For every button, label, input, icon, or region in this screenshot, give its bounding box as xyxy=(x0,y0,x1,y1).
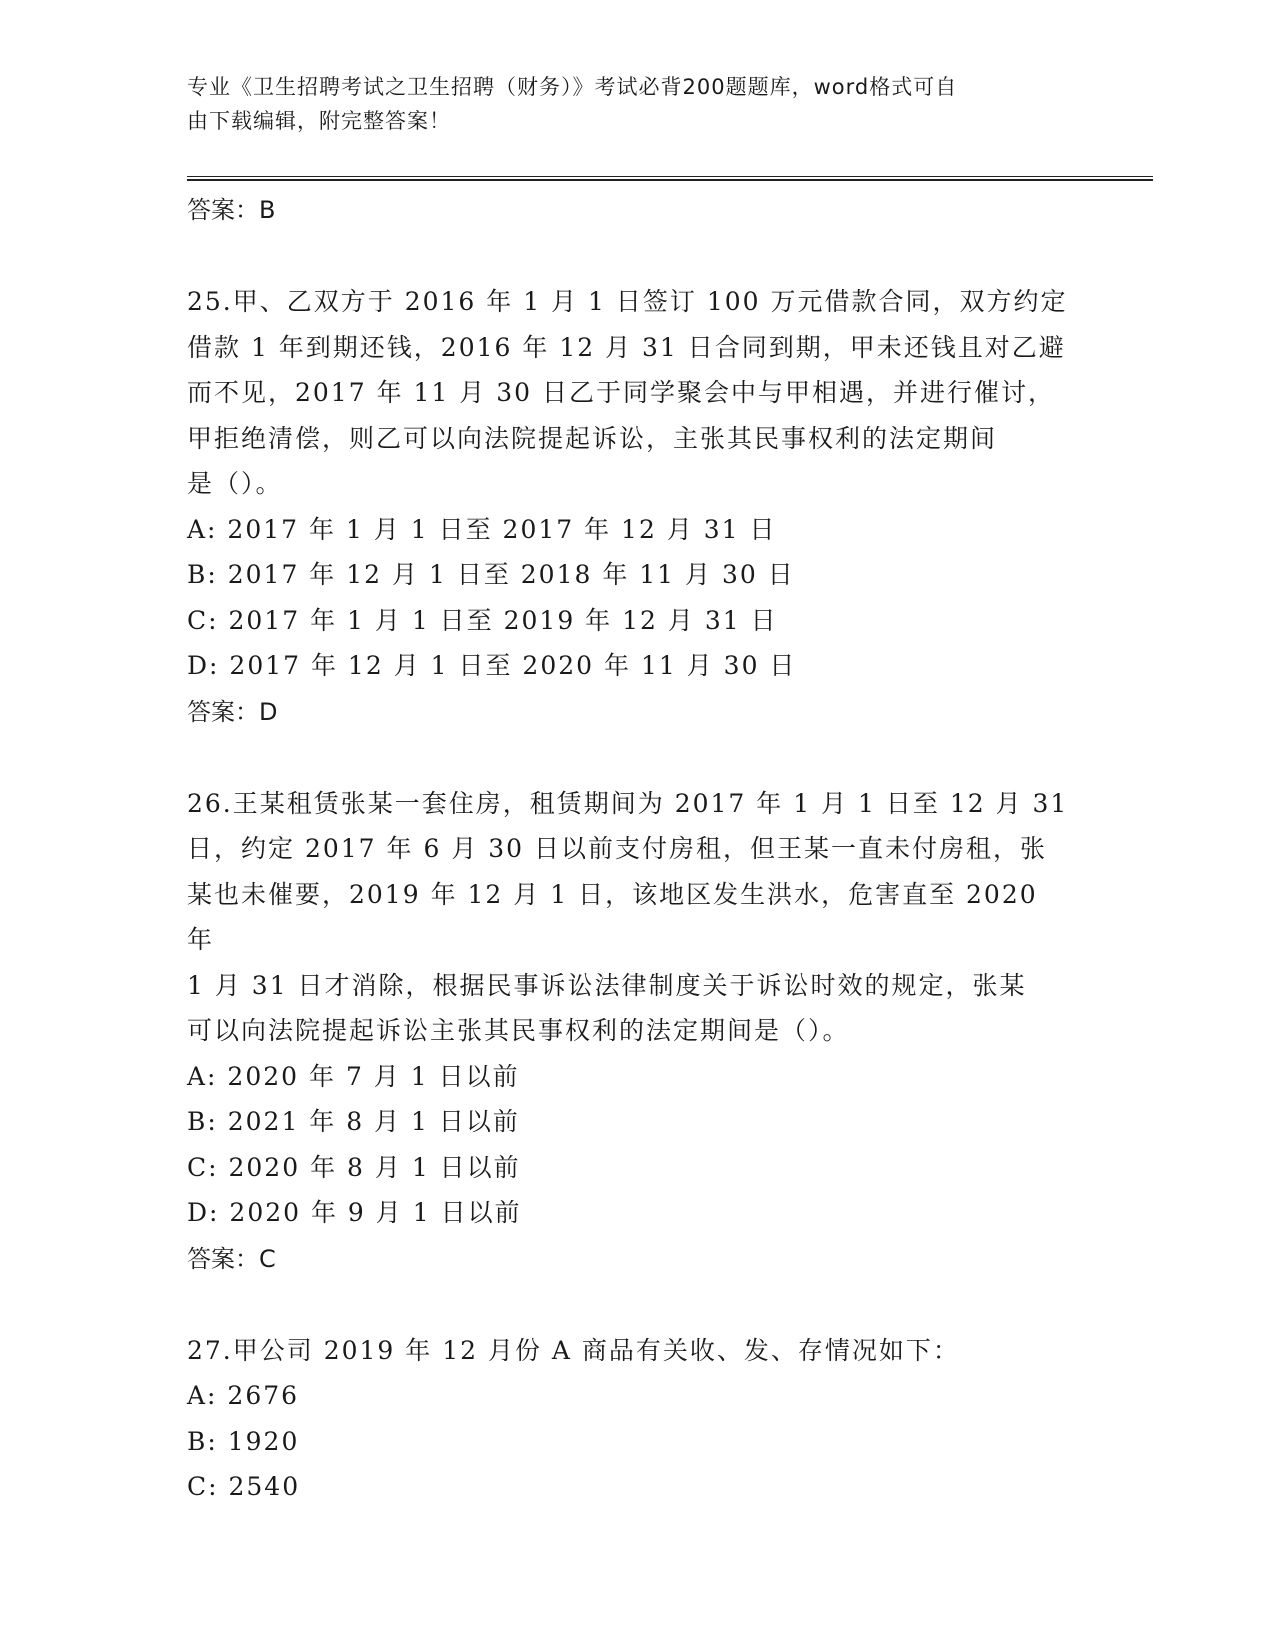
header-line-1: 专业《卫生招聘考试之卫生招聘（财务）》考试必背200题题库，word格式可自 xyxy=(187,75,958,99)
option-b: B: 2017 年 12 月 1 日至 2018 年 11 月 30 日 xyxy=(187,560,795,589)
question-26 xyxy=(187,781,1107,1282)
spacer xyxy=(187,735,1107,781)
question-line: 而不见，2017 年 11 月 30 日乙于同学聚会中与甲相遇，并进行催讨， xyxy=(187,378,1055,407)
header-line-2: 由下载编辑，附完整答案！ xyxy=(187,109,451,133)
option-c: C: 2017 年 1 月 1 日至 2019 年 12 月 31 日 xyxy=(187,605,778,635)
header-divider xyxy=(187,176,1153,181)
option-a: A: 2017 年 1 月 1 日至 2017 年 12 月 31 日 xyxy=(187,514,777,544)
question-line: 可以向法院提起诉讼主张其民事权利的法定期间是（）。 xyxy=(187,1016,850,1045)
question-line: 25.甲、乙双方于 2016 年 1 月 1 日签订 100 万元借款合同，双方约定 xyxy=(187,287,1068,316)
question-line: 是（）。 xyxy=(187,469,283,498)
page-header xyxy=(187,70,1087,138)
option-d: D: 2017 年 12 月 1 日至 2020 年 11 月 30 日 xyxy=(187,651,797,680)
question-line: 27.甲公司 2019 年 12 月份 A 商品有关收、发、存情况如下： xyxy=(187,1335,960,1365)
spacer xyxy=(187,1282,1107,1328)
document-body xyxy=(187,187,1107,1510)
answer-line: 答案：D xyxy=(187,697,278,726)
question-line: 某也未催要，2019 年 12 月 1 日，该地区发生洪水，危害直至 2020 年 xyxy=(187,879,1048,954)
option-b: B: 1920 xyxy=(187,1426,300,1456)
question-line: 借款 1 年到期还钱，2016 年 12 月 31 日合同到期，甲未还钱且对乙避 xyxy=(187,332,1066,362)
question-line: 甲拒绝清偿，则乙可以向法院提起诉讼，主张其民事权利的法定期间 xyxy=(187,423,998,453)
answer-line: 答案：C xyxy=(187,1244,276,1273)
option-a: A: 2676 xyxy=(187,1381,300,1410)
option-d: D: 2020 年 9 月 1 日以前 xyxy=(187,1198,522,1227)
option-a: A: 2020 年 7 月 1 日以前 xyxy=(187,1061,520,1091)
question-line: 26.王某租赁张某一套住房，租赁期间为 2017 年 1 月 1 日至 12 月 31 xyxy=(187,788,1069,818)
question-line: 1 月 31 日才消除，根据民事诉讼法律制度关于诉讼时效的规定，张某 xyxy=(187,970,1027,1000)
spacer xyxy=(187,233,1107,279)
option-c: C: 2540 xyxy=(187,1472,301,1501)
question-27 xyxy=(187,1328,1107,1510)
option-b: B: 2021 年 8 月 1 日以前 xyxy=(187,1107,520,1136)
question-line: 日，约定 2017 年 6 月 30 日以前支付房租，但王某一直未付房租，张 xyxy=(187,834,1048,863)
answer-line: 答案：B xyxy=(187,196,276,224)
question-25 xyxy=(187,279,1107,735)
option-c: C: 2020 年 8 月 1 日以前 xyxy=(187,1152,521,1182)
